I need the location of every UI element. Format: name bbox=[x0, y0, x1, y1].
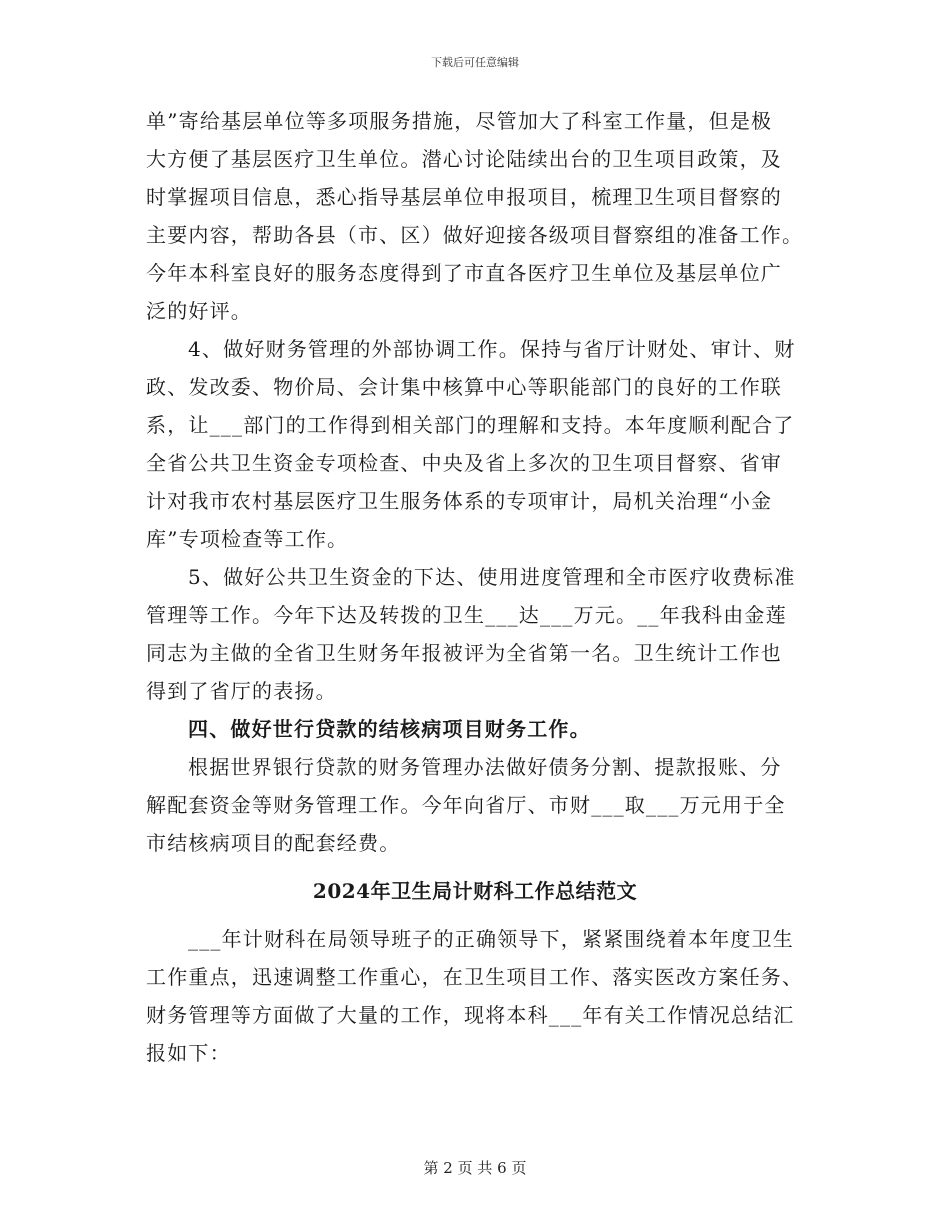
text-line: 单”寄给基层单位等多项服务措施，尽管加大了科室工作量，但是极 bbox=[146, 109, 773, 133]
paragraph bbox=[146, 330, 826, 558]
text-line: 系，让___部门的工作得到相关部门的理解和支持。本年度顺利配合了 bbox=[146, 413, 795, 437]
text-line: 泛的好评。 bbox=[146, 299, 252, 323]
document-title: 2024年卫生局计财科工作总结范文 bbox=[312, 879, 638, 903]
paragraph bbox=[146, 920, 826, 1072]
text-line: 市结核病项目的配套经费。 bbox=[146, 831, 401, 855]
document-body bbox=[146, 102, 826, 1072]
text-line: 财务管理等方面做了大量的工作，现将本科___年有关工作情况总结汇 bbox=[146, 1003, 795, 1027]
text-line: 主要内容，帮助各县（市、区）做好迎接各级项目督察组的准备工作。 bbox=[146, 223, 804, 247]
text-line: 时掌握项目信息，悉心指导基层单位申报项目，梳理卫生项目督察的 bbox=[146, 185, 782, 209]
text-line: 政、发改委、物价局、会计集中核算中心等职能部门的良好的工作联 bbox=[146, 375, 782, 399]
page-header: 下载后可任意编辑 bbox=[431, 56, 519, 69]
text-line: 5、做好公共卫生资金的下达、使用进度管理和全市医疗收费标准 bbox=[188, 565, 796, 589]
text-line: 今年本科室良好的服务态度得到了市直各医疗卫生单位及基层单位广 bbox=[146, 261, 782, 285]
text-line: 解配套资金等财务管理工作。今年向省厅、市财___取___万元用于全 bbox=[146, 793, 786, 817]
text-line: 全省公共卫生资金专项检查、中央及省上多次的卫生项目督察、省审 bbox=[146, 451, 782, 475]
text-line: 管理等工作。今年下达及转拨的卫生___达___万元。__年我科由金莲 bbox=[146, 603, 787, 627]
paragraph bbox=[146, 558, 826, 710]
text-line: 报如下： bbox=[146, 1041, 231, 1065]
text-line: 同志为主做的全省卫生财务年报被评为全省第一名。卫生统计工作也 bbox=[146, 641, 782, 665]
text-line: 根据世界银行贷款的财务管理办法做好债务分割、提款报账、分 bbox=[188, 755, 782, 779]
paragraph bbox=[146, 102, 826, 330]
text-line: 库”专项检查等工作。 bbox=[146, 527, 349, 551]
paragraph bbox=[146, 748, 826, 862]
section-heading: 四、做好世行贷款的结核病项目财务工作。 bbox=[188, 717, 591, 741]
text-line: 大方便了基层医疗卫生单位。潜心讨论陆续出台的卫生项目政策，及 bbox=[146, 147, 782, 171]
text-line: ___年计财科在局领导班子的正确领导下，紧紧围绕着本年度卫生 bbox=[188, 927, 794, 951]
text-line: 4、做好财务管理的外部协调工作。保持与省厅计财处、审计、财 bbox=[188, 337, 796, 361]
text-line: 得到了省厅的表扬。 bbox=[146, 679, 337, 703]
page-number: 第 2 页 共 6 页 bbox=[423, 1159, 527, 1177]
text-line: 工作重点，迅速调整工作重心，在卫生项目工作、落实医改方案任务、 bbox=[146, 965, 804, 989]
text-line: 计对我市农村基层医疗卫生服务体系的专项审计，局机关治理“小金 bbox=[146, 489, 773, 513]
